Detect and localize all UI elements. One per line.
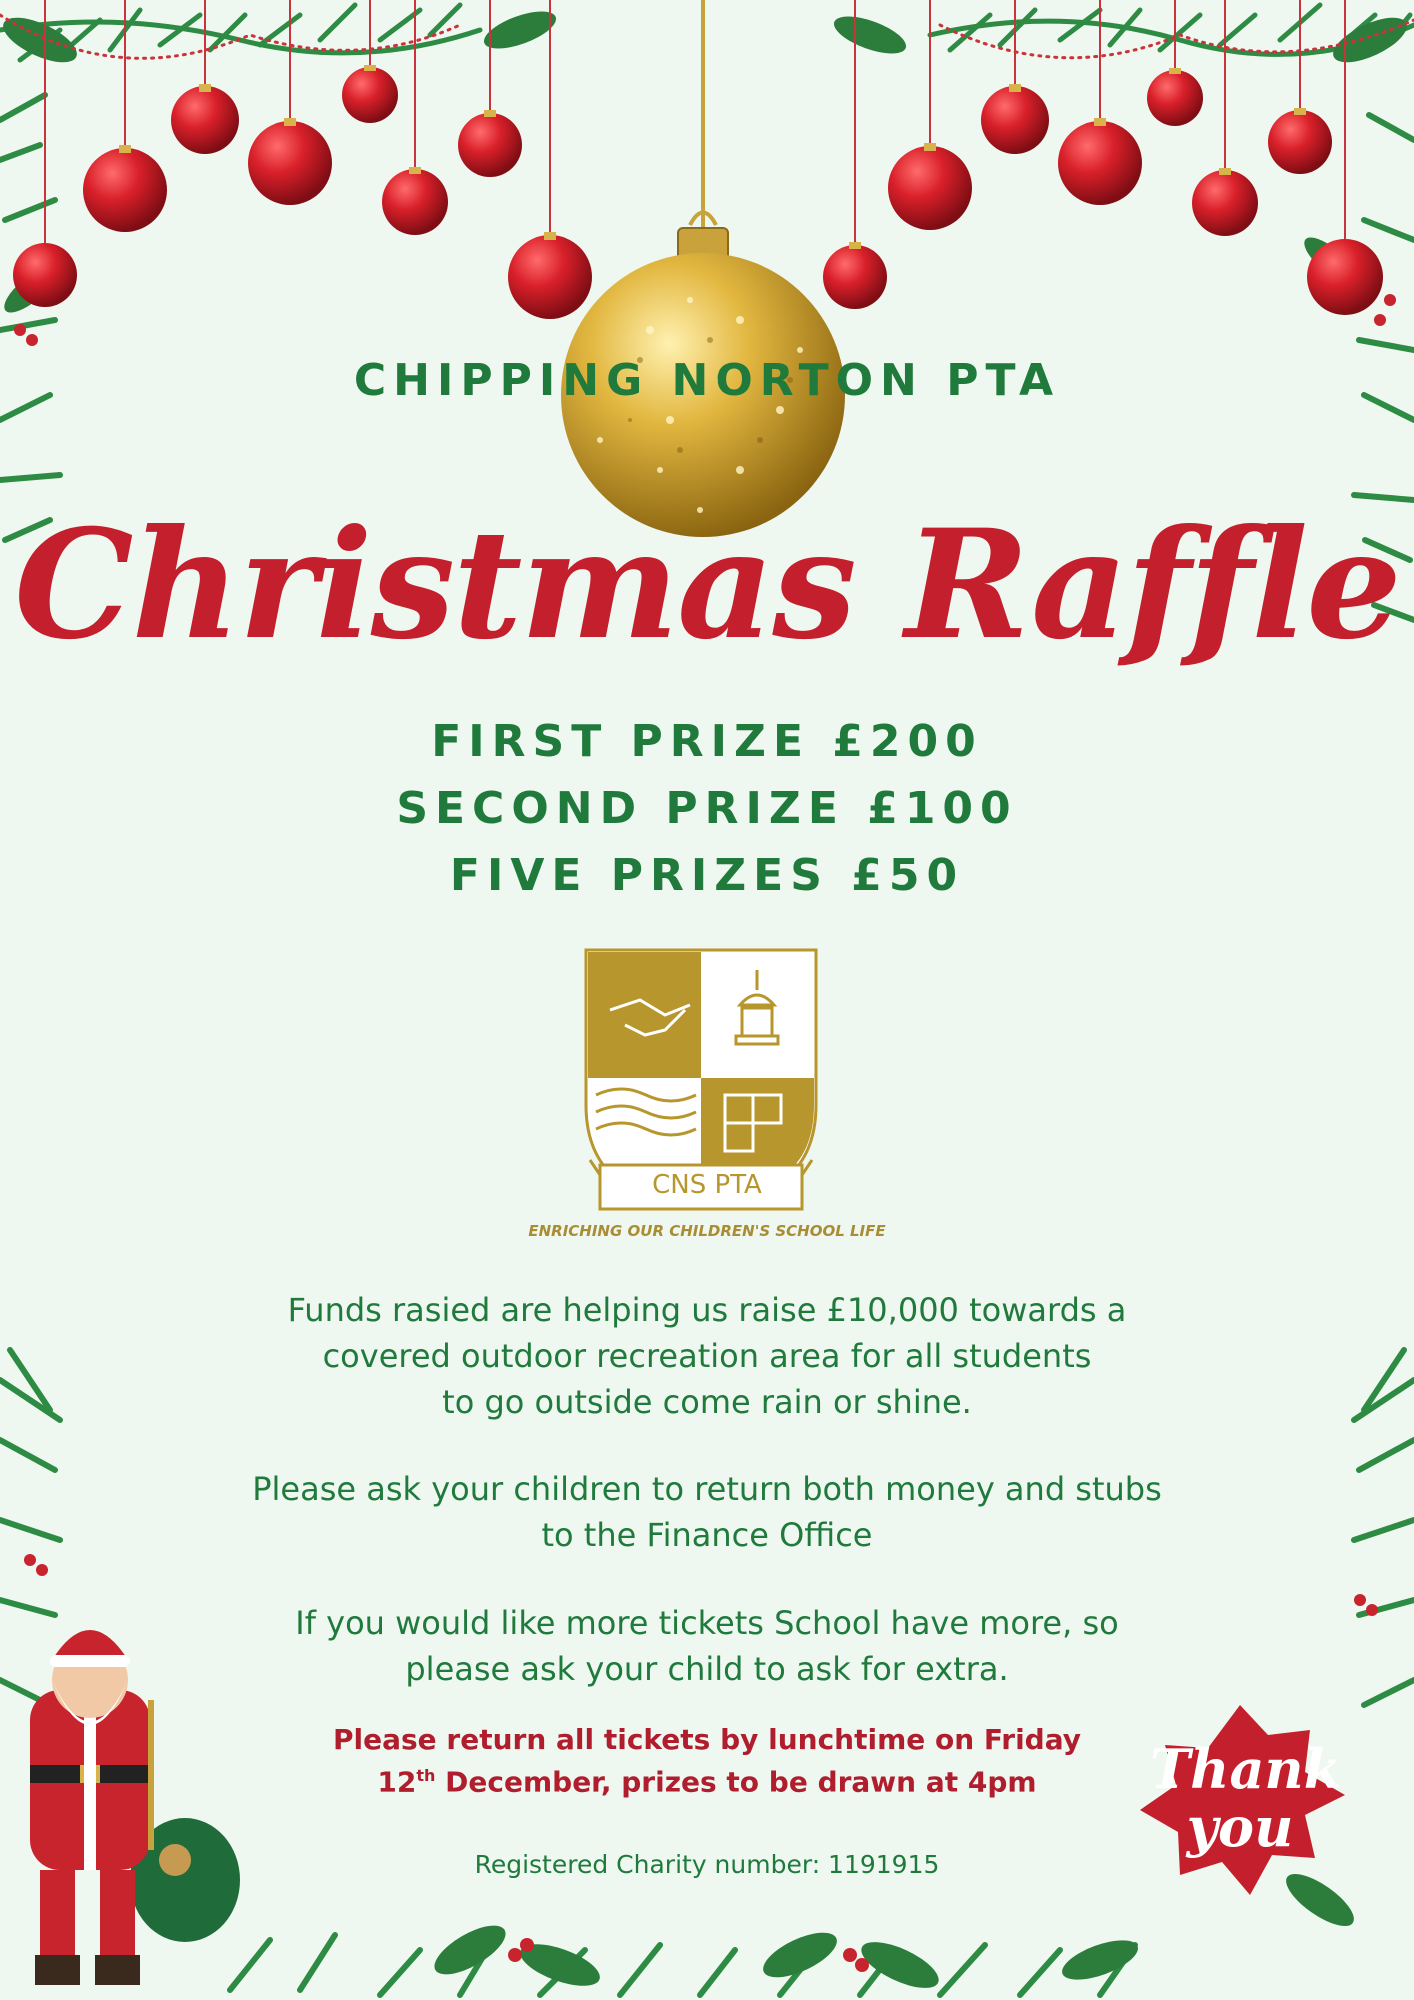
prize-second: SECOND PRIZE £100: [396, 783, 1018, 834]
thank-you-line-1: Thank: [1150, 1737, 1342, 1801]
fundraising-line: covered outdoor recreation area for all students: [322, 1337, 1092, 1375]
fundraising-line: to go outside come rain or shine.: [442, 1383, 972, 1421]
deadline-day: 12: [377, 1765, 417, 1799]
gold-glitter-bauble-icon: [561, 0, 845, 537]
return-stubs-line: Please ask your children to return both money and stubs: [252, 1470, 1162, 1508]
prize-first: FIRST PRIZE £200: [431, 716, 983, 767]
deadline-line-1: Please return all tickets by lunchtime on Friday: [332, 1723, 1081, 1756]
organisation-heading: CHIPPING NORTON PTA: [353, 355, 1061, 406]
thank-you-line-2: you: [1186, 1795, 1294, 1859]
deadline-day-suffix: th: [416, 1766, 436, 1785]
more-tickets-line: If you would like more tickets School have more, so: [295, 1604, 1119, 1642]
prize-list: [0, 708, 1414, 909]
page-title: Christmas Raffle: [14, 497, 1400, 673]
fundraising-paragraph: [0, 1287, 1414, 1425]
charity-number: Registered Charity number: 1191915: [474, 1850, 940, 1879]
prize-five: FIVE PRIZES £50: [449, 850, 965, 901]
logo-name: CNS PTA: [652, 1170, 762, 1200]
return-stubs-line: to the Finance Office: [541, 1516, 873, 1554]
fundraising-line: Funds rasied are helping us raise £10,000 towards a: [287, 1291, 1127, 1329]
holly-leaves-bottom: [427, 1865, 1361, 1997]
logo-tagline: ENRICHING OUR CHILDREN'S SCHOOL LIFE: [528, 1222, 886, 1240]
return-stubs-paragraph: [0, 1466, 1414, 1558]
more-tickets-paragraph: [0, 1600, 1414, 1692]
bead-garlands: [0, 15, 1414, 58]
more-tickets-line: please ask your child to ask for extra.: [405, 1650, 1009, 1688]
deadline-rest: December, prizes to be drawn at 4pm: [435, 1765, 1037, 1799]
thank-you-text: [1150, 1737, 1342, 1859]
